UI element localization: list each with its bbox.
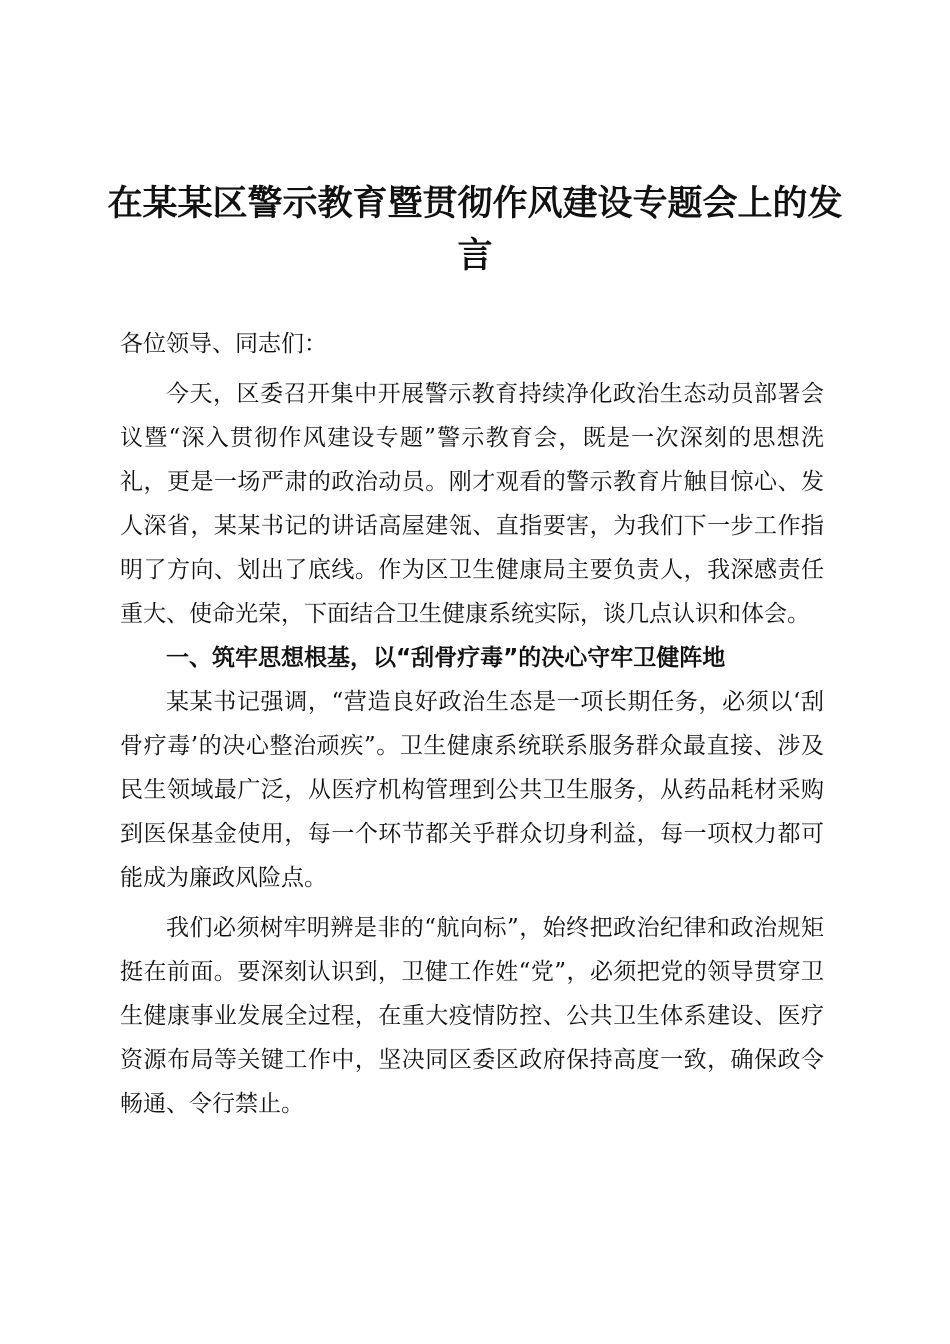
section-one-paragraph-1: 某某书记强调，“营造良好政治生态是一项长期任务，必须以‘刮骨疗毒’的决心整治顽疾”。卫生健康系统联系服务群众最直接、涉及民生领域最广泛，从医疗机构管理到公共卫生服务，从药品耗材采购到医保基金使用，每一个环节都关乎群众切身利益，每一项权力都可能成为廉政风险点。: [120, 689, 824, 891]
document-body: [120, 322, 824, 1126]
intro-paragraph: 今天，区委召开集中开展警示教育持续净化政治生态动员部署会议暨“深入贯彻作风建设专题”警示教育会，既是一次深刻的思想洗礼，更是一场严肃的政治动员。刚才观看的警示教育片触目惊心、发人深省，某某书记的讲话高屋建瓴、直指要害，为我们下一步工作指明了方向、划出了底线。作为区卫生健康局主要负责人，我深感责任重大、使命光荣，下面结合卫生健康系统实际，谈几点认识和体会。: [120, 381, 824, 627]
section-one-paragraph-2: 我们必须树牢明辨是非的“航向标”，始终把政治纪律和政治规矩挺在前面。要深刻认识到，卫健工作姓“党”，必须把党的领导贯穿卫生健康事业发展全过程，在重大疫情防控、公共卫生体系建设、医疗资源布局等关键工作中，坚决同区委区政府保持高度一致，确保政令畅通、令行禁止。: [120, 915, 824, 1117]
salutation: 各位领导、同志们：: [120, 331, 327, 357]
section-one-heading: 一、筑牢思想根基，以“刮骨疗毒”的决心守牢卫健阵地: [166, 645, 726, 671]
document-title: 在某某区警示教育暨贯彻作风建设专题会上的发言: [107, 183, 843, 276]
